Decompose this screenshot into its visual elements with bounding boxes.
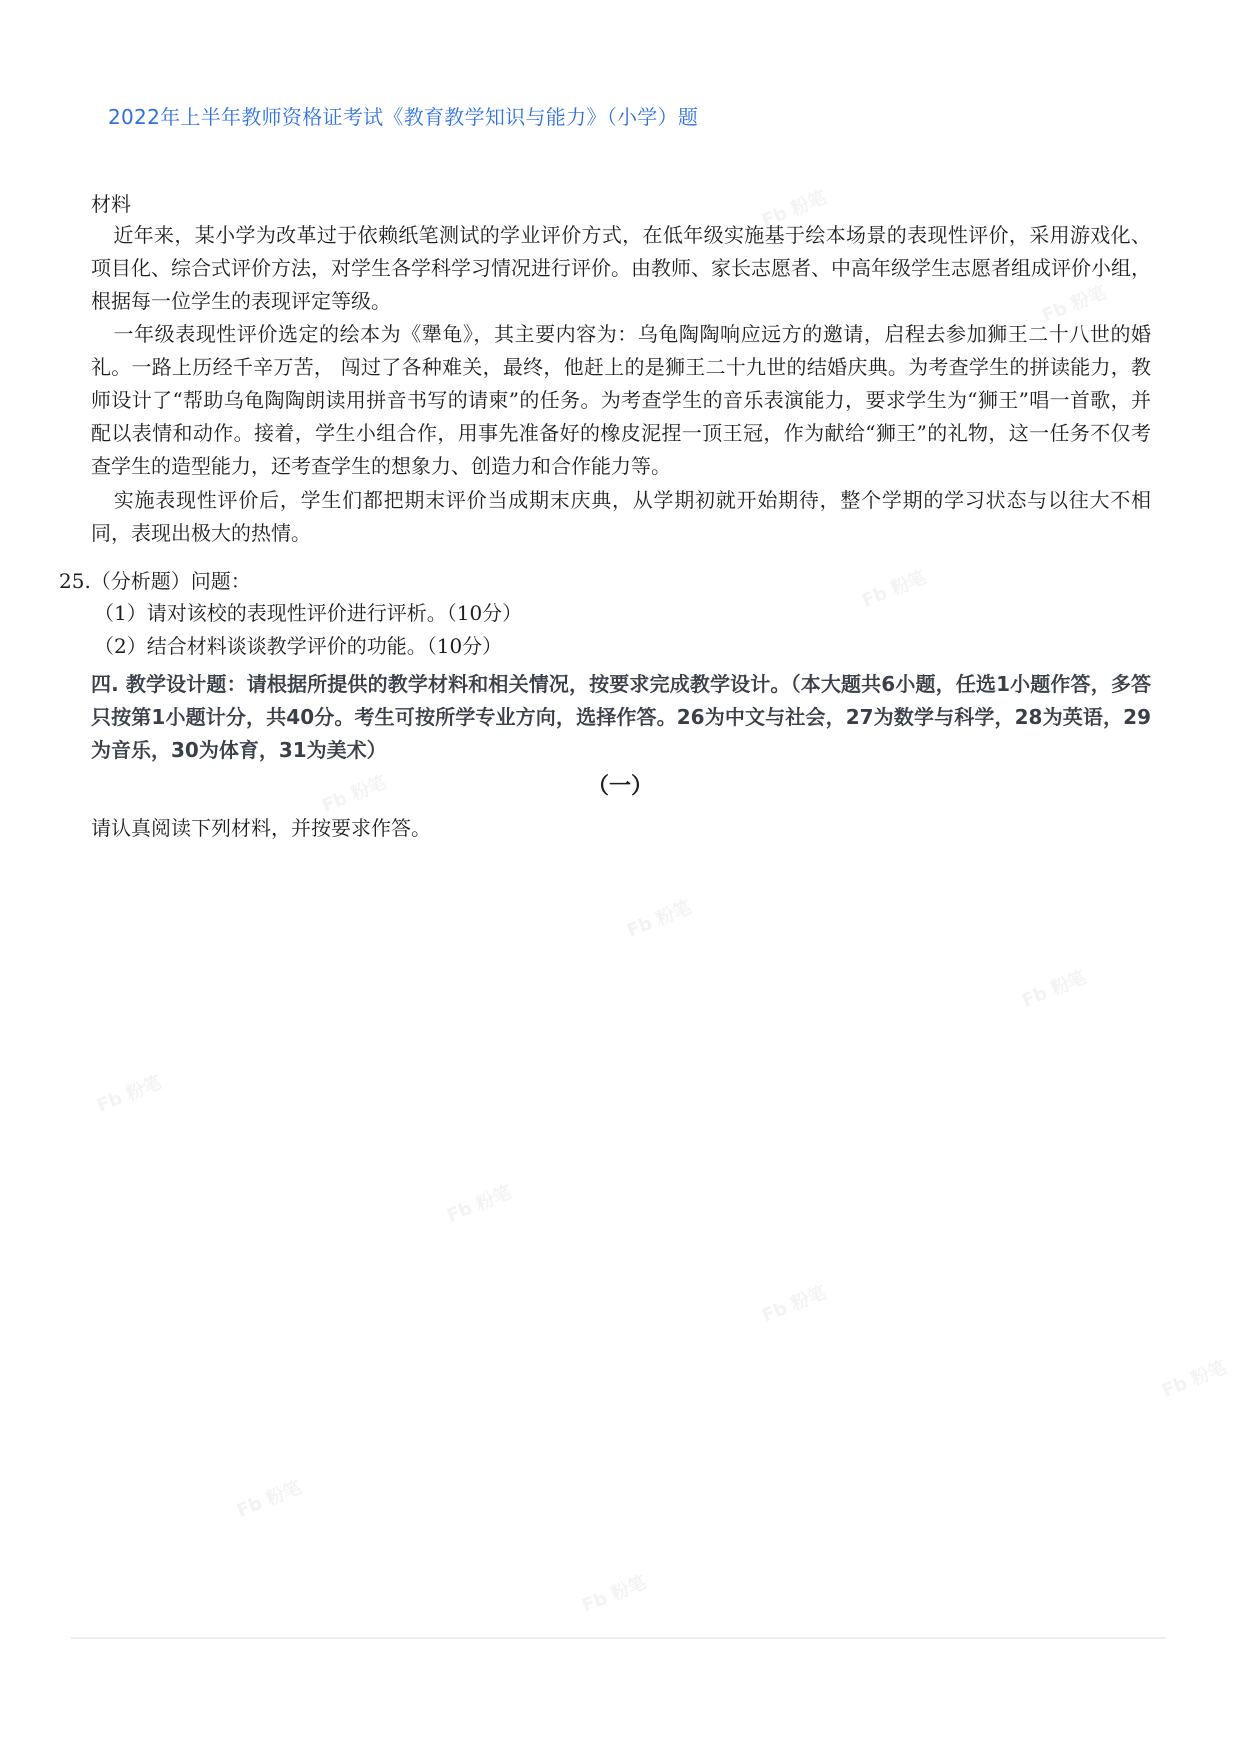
watermark: Fb 粉笔 — [444, 1182, 515, 1227]
sub-question-1: （1）请对该校的表现性评价进行评析。（10分） — [94, 601, 523, 625]
watermark: Fb 粉笔 — [319, 772, 390, 817]
sub-question-2: （2）结合材料谈谈教学评价的功能。（10分） — [94, 634, 503, 658]
paragraph-text: 实施表现性评价后，学生们都把期末评价当成期末庆典，从学期初就开始期待，整个学期的学习状态与以往大不相同，表现出极大的热情。 — [91, 488, 1151, 545]
watermark: Fb 粉笔 — [624, 897, 695, 942]
watermark: Fb 粉笔 — [1019, 967, 1090, 1012]
part-number: （一） — [586, 773, 653, 799]
page-divider — [71, 1637, 1166, 1639]
watermark: Fb 粉笔 — [94, 1072, 165, 1117]
paragraph-text: 近年来，某小学为改革过于依赖纸笔测试的学业评价方式，在低年级实施基于绘本场景的表现性评价，采用游戏化、项目化、综合式评价方法，对学生各学科学习情况进行评价。由教师、家长志愿者、中高年级学生志愿者组成评价小组，根据每一位学生的表现评定等级。 — [91, 223, 1151, 313]
paragraph-text: 一年级表现性评价选定的绘本为《犟龟》，其主要内容为：乌龟陶陶响应远方的邀请，启程去参加狮王二十八世的婚礼。一路上历经千辛万苦， 闯过了各种难关，最终，他赶上的是狮王二十九世的结婚庆典。为考查学生的拼读能力，教师设计了“帮助乌龟陶陶朗读用拼音书写的请柬”的任务。为考查学生的音乐表演能力，要求学生为“狮王”唱一首歌，并配以表情和动作。接着，学生小组合作，用事先准备好的橡皮泥捏一顶王冠，作为献给“狮王”的礼物，这一任务不仅考查学生的造型能力，还考查学生的想象力、创造力和合作能力等。 — [91, 322, 1151, 478]
material-label: 材料 — [91, 192, 131, 216]
watermark: Fb 粉笔 — [759, 1282, 830, 1327]
material-paragraph-2 — [91, 318, 1151, 483]
material-paragraph-3 — [91, 484, 1151, 550]
section-4-heading: 四. 教学设计题：请根据所提供的教学材料和相关情况，按要求完成教学设计。（本大题共6小题，任选1小题作答，多答只按第1小题计分，共40分。考生可按所学专业方向，选择作答。26为中文与社会，27为数学与科学，28为英语，29为音乐，30为体育，31为美术） — [91, 672, 1151, 762]
watermark: Fb 粉笔 — [234, 1477, 305, 1522]
watermark: Fb 粉笔 — [579, 1572, 650, 1617]
material-paragraph-1 — [91, 219, 1151, 318]
watermark: Fb 粉笔 — [759, 187, 830, 232]
watermark: Fb 粉笔 — [859, 567, 930, 612]
document-title: 2022年上半年教师资格证考试《教育教学知识与能力》（小学）题 — [108, 105, 699, 129]
question-header: 25.（分析题）问题： — [59, 569, 251, 593]
watermark: Fb 粉笔 — [1159, 1357, 1230, 1402]
instruction-text: 请认真阅读下列材料，并按要求作答。 — [91, 816, 431, 840]
watermark: Fb 粉笔 — [1039, 282, 1110, 327]
